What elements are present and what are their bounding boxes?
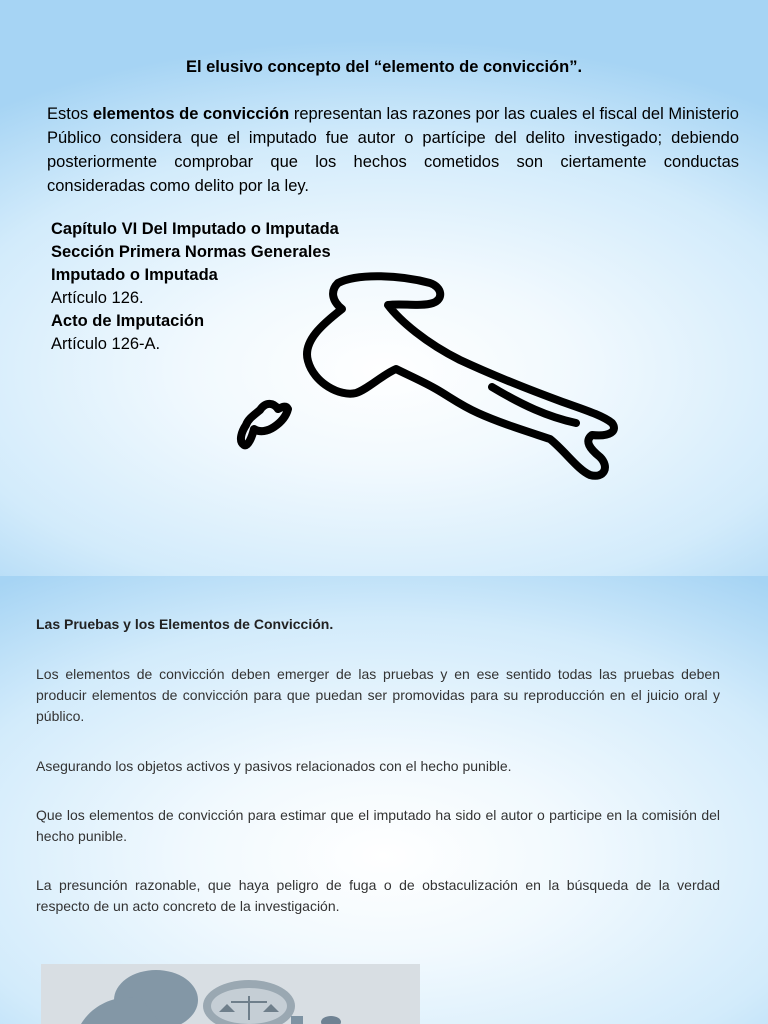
- article-line: Sección Primera Normas Generales: [51, 243, 331, 261]
- article-line: Capítulo VI Del Imputado o Imputada: [51, 220, 339, 238]
- paragraph-rest: representan las razones por las cuales el fiscal del Ministerio Público considera que el imputado fue autor o partícipe del delito investigado; debiendo posteriormente comprobar que los hechos cometidos son ciertamente conductas consideradas como delito por la ley.: [47, 105, 739, 195]
- hand-outline: [241, 404, 288, 445]
- slide-1-title: El elusivo concepto del “elemento de convicción”.: [185, 58, 583, 76]
- slide-1-paragraph: [47, 102, 739, 198]
- article-line: Imputado o Imputada: [51, 266, 218, 284]
- paragraph-bold-term: elementos de convicción: [92, 105, 290, 123]
- slide-2-paragraph: La presunción razonable, que haya peligro de fuga o de obstaculización en la búsqueda de la verdad respecto de un acto concreto de la investigación.: [36, 877, 720, 914]
- slide-2-paragraph: Asegurando los objetos activos y pasivos relacionados con el hecho punible.: [36, 758, 512, 774]
- slide-2-paragraph: Los elementos de convicción deben emerger de las pruebas y en ese sentido todas las pruebas deben producir elementos de convicción para que puedan ser promovidas para su reproducción en el juicio oral y público.: [36, 666, 720, 724]
- paragraph-lead: Estos: [47, 105, 93, 123]
- slide-2-title: Las Pruebas y los Elementos de Convicción.: [36, 616, 334, 632]
- article-line: Artículo 126.: [51, 289, 144, 307]
- slide-2-paragraph: Que los elementos de convicción para estimar que el imputado ha sido el autor o participe en la comisión del hecho punible.: [36, 807, 720, 844]
- justice-illustration: [41, 964, 420, 1024]
- article-line: Artículo 126-A.: [51, 335, 161, 353]
- body-outline: [307, 276, 614, 476]
- article-line: Acto de Imputación: [51, 312, 205, 330]
- body-outline-illustration: [230, 265, 630, 490]
- justice-illustration-graphic: [41, 964, 420, 1024]
- slide-2: [0, 576, 768, 1024]
